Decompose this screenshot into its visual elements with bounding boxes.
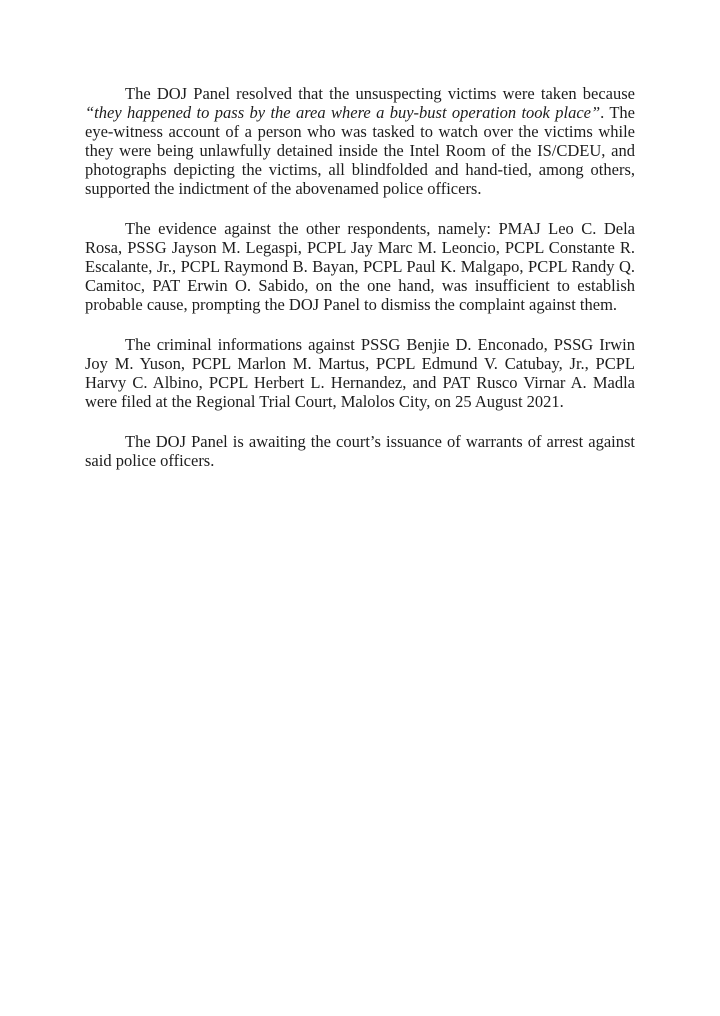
paragraph-1-quote-italic: “they happened to pass by the area where a buy-bust operation took place”: [85, 103, 601, 122]
paragraph-1: [85, 84, 635, 198]
paragraph-2: The evidence against the other respondents, namely: PMAJ Leo C. Dela Rosa, PSSG Jayson M. Legaspi, PCPL Jay Marc M. Leoncio, PCPL Constante R. Escalante, Jr., PCPL Raymond B. Bayan, PCPL Paul K. Malgapo, PCPL Randy Q. Camitoc, PAT Erwin O. Sabido, on the one hand, was insufficient to establish probable cause, prompting the DOJ Panel to dismiss the complaint against them.: [85, 219, 635, 314]
paragraph-1-lead: The DOJ Panel resolved that the unsuspecting victims were taken because: [125, 84, 635, 103]
paragraph-3: The criminal informations against PSSG Benjie D. Enconado, PSSG Irwin Joy M. Yuson, PCPL Marlon M. Martus, PCPL Edmund V. Catubay, Jr., PCPL Harvy C. Albino, PCPL Herbert L. Hernandez, and PAT Rusco Virnar A. Madla were filed at the Regional Trial Court, Malolos City, on 25 August 2021.: [85, 335, 635, 411]
paragraph-1-rest: . The eye-witness account of a person who was tasked to watch over the victims while they were being unlawfully detained inside the Intel Room of the IS/CDEU, and photographs depicting the victims, all blindfolded and hand-tied, among others, supported the indictment of the abovenamed police officers.: [85, 103, 635, 198]
document-content: [85, 84, 635, 470]
paragraph-4: The DOJ Panel is awaiting the court’s issuance of warrants of arrest against said police officers.: [85, 432, 635, 470]
